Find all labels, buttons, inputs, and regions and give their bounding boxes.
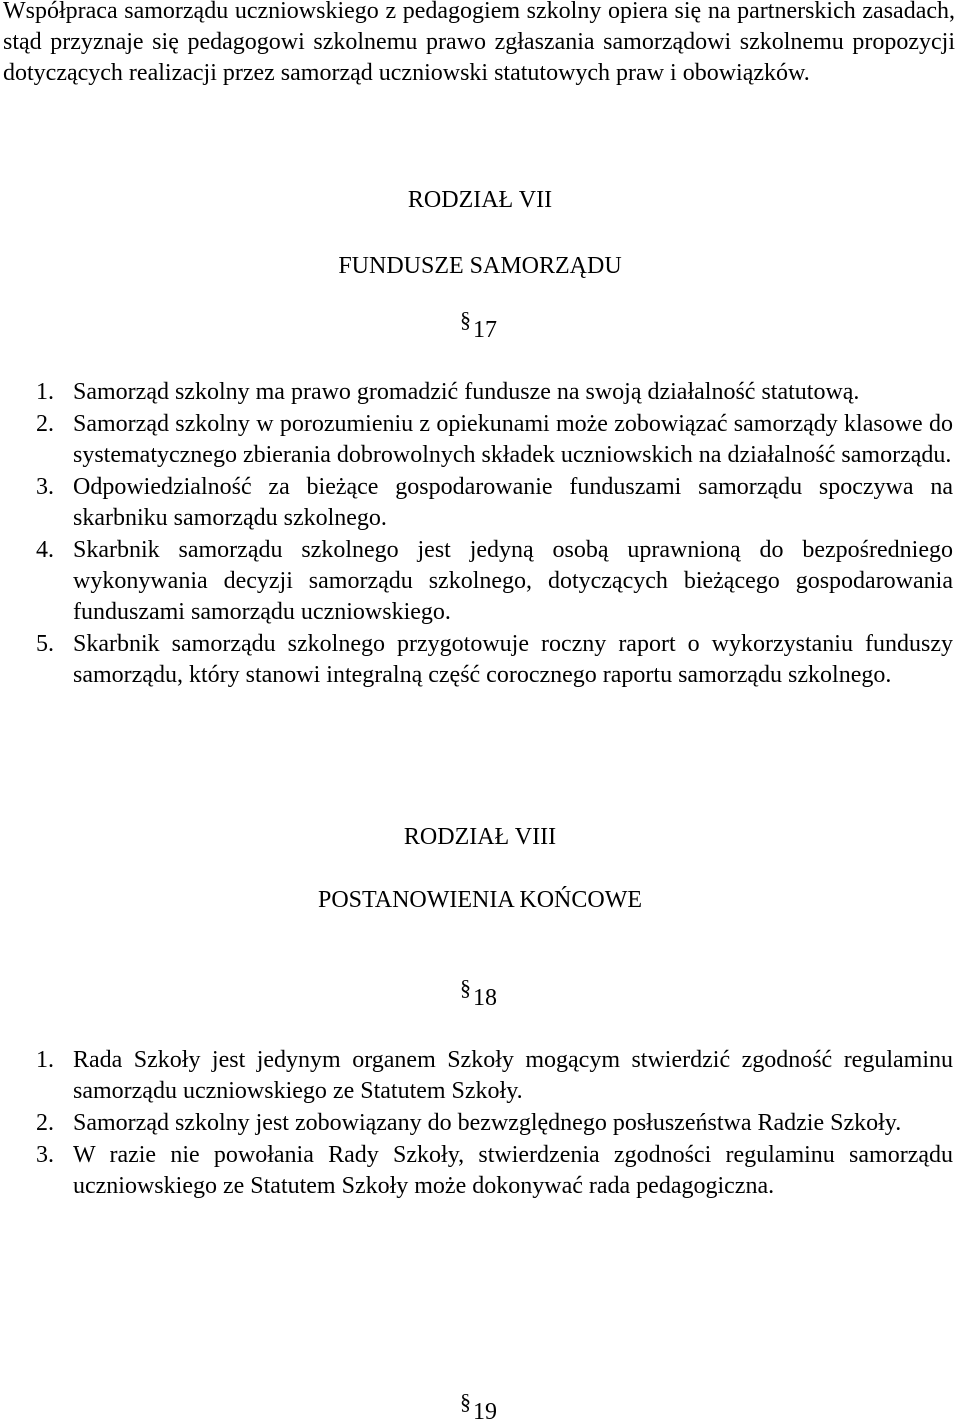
item-text: Samorząd szkolny w porozumieniu z opiekunami może zobowiązać samorządy klasowe do systematycznego zbierania dobrowolnych składek uczniowskich na działalność samorządu. [73,411,953,468]
section-symbol: § [460,975,471,1000]
section-17-number: 17 [473,317,497,343]
item-text: Rada Szkoły jest jedynym organem Szkoły mogącym stwierdzić zgodność regulaminu samorządu uczniowskiego ze Statutem Szkoły. [73,1047,953,1104]
item-number: 1. [36,379,54,405]
chapter-7-subtitle: FUNDUSZE SAMORZĄDU [338,253,622,279]
section-symbol: § [460,1389,471,1414]
list-item [0,409,953,471]
chapter-7-title: RODZIAŁ VII [407,187,553,213]
section-18-heading [460,975,497,1014]
item-text: Odpowiedzialność za bieżące gospodarowanie funduszami samorządu spoczywa na skarbniku samorządu szkolnego. [73,474,953,531]
item-text: W razie nie powołania Rady Szkoły, stwierdzenia zgodności regulaminu samorządu uczniowskiego ze Statutem Szkoły może dokonywać rada pedagogiczna. [73,1142,953,1199]
item-text: Samorząd szkolny ma prawo gromadzić fundusze na swoją działalność statutową. [73,379,860,405]
item-text: Samorząd szkolny jest zobowiązany do bezwzględnego posłuszeństwa Radzie Szkoły. [73,1110,902,1136]
item-number: 5. [36,631,54,657]
item-number: 3. [36,1142,54,1168]
section-symbol: § [460,307,471,332]
item-number: 2. [36,1110,54,1136]
list-item [0,535,953,628]
section-18-number: 18 [473,985,497,1011]
list-item [0,472,953,534]
chapter-8-subtitle: POSTANOWIENIA KOŃCOWE [317,887,643,913]
list-item [0,629,953,691]
list-item [0,1045,953,1107]
item-text: Skarbnik samorządu szkolnego jest jedyną osobą uprawnioną do bezpośredniego wykonywania decyzji samorządu szkolnego, dotyczących bieżącego gospodarowania funduszami samorządu uczniowskiego. [73,537,953,625]
item-text: Skarbnik samorządu szkolnego przygotowuje roczny raport o wykorzystaniu funduszy samorządu, który stanowi integralną część corocznego raportu samorządu szkolnego. [73,631,953,688]
list-item [0,1108,953,1139]
intro-paragraph: Współpraca samorządu uczniowskiego z pedagogiem szkolny opiera się na partnerskich zasadach, stąd przyznaje się pedagogowi szkolnemu prawo zgłaszania samorządowi szkolnemu propozycji dotyczących realizacji przez samorząd uczniowski statutowych praw i obowiązków. [3,0,955,86]
list-item [0,1140,953,1202]
chapter-7-items [0,377,960,692]
section-17-heading [460,307,497,346]
chapter-8-items [0,1045,960,1203]
item-number: 4. [36,537,54,563]
item-number: 1. [36,1047,54,1073]
section-19-heading [460,1389,497,1428]
chapter-8-title: RODZIAŁ VIII [403,824,557,850]
item-number: 3. [36,474,54,500]
item-number: 2. [36,411,54,437]
list-item [0,377,953,408]
section-19-number: 19 [473,1399,497,1425]
